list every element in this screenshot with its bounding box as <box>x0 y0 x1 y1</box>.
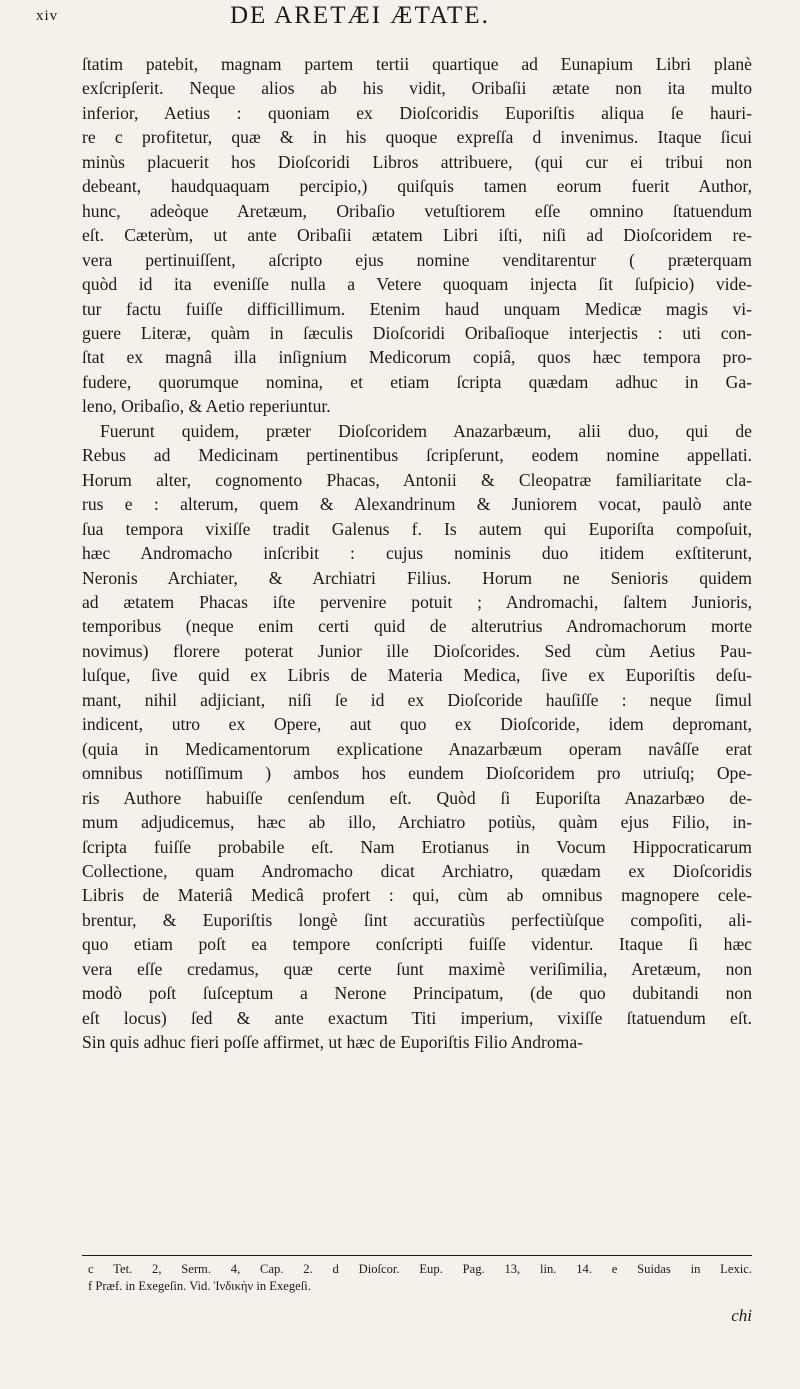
text-line: ſtatim patebit, magnam partem tertii quartique ad Eunapium Libri planè <box>82 54 752 74</box>
text-line: vera eſſe credamus, quæ certe ſunt maximè veriſimilia, Aretæum, non <box>82 958 752 979</box>
text-line: eſt locus) ſed & ante exactum Titi imperium, vixiſſe ſtatuendum eſt. <box>82 1007 752 1028</box>
text-line: luſque, ſive quid ex Libris de Materia Medica, ſive ex Euporiſtis deſu- <box>82 665 752 686</box>
text-line: leno, Oribaſio, & Aetio reperiuntur. <box>82 396 331 417</box>
text-line: eſt. Cæterùm, ut ante Oribaſii ætatem Libri iſti, niſi ad Dioſcoridem re- <box>82 225 752 246</box>
text-line: novimus) florere poterat Junior ille Dioſcorides. Sed cùm Aetius Pau- <box>82 640 752 661</box>
text-line: ad ætatem Phacas iſte pervenire potuit ; Andromachi, ſaltem Junioris, <box>82 591 752 612</box>
paragraph-1 <box>82 52 752 419</box>
text-line: Libris de Materiâ Medicâ profert : qui, cùm ab omnibus magnopere cele- <box>82 885 752 906</box>
running-head: DE ARETÆI ÆTATE. <box>230 2 490 29</box>
text-line: vera pertinuiſſent, aſcripto ejus nomine venditarentur ( præterquam <box>82 249 752 270</box>
page-number: xiv <box>36 8 59 24</box>
text-line: ſcripta fuiſſe probabile eſt. Nam Erotianus in Vocum Hippocraticarum <box>82 836 752 857</box>
text-line: rus e : alterum, quem & Alexandrinum & Juniorem vocat, paulò ante <box>82 494 752 515</box>
text-line: modò poſt ſuſceptum a Nerone Principatum, (de quo dubitandi non <box>82 983 752 1004</box>
text-line: inferior, Aetius : quoniam ex Dioſcoridis Euporiſtis aliqua ſe hauri- <box>82 102 752 123</box>
text-line: guere Literæ, quàm in ſæculis Dioſcoridi Oribaſioque interjectis : uti con- <box>82 322 752 343</box>
text-line: ſtat ex magnâ illa inſignium Medicorum copiâ, quos hæc tempora pro- <box>82 347 752 368</box>
text-line: ſua tempora vixiſſe tradit Galenus f. Is autem qui Euporiſta compoſuit, <box>82 518 752 539</box>
catchword: chi <box>731 1306 752 1325</box>
text-line: indicent, utro ex Opere, aut quo ex Dioſcoride, idem depromant, <box>82 714 752 735</box>
text-line: omnibus notiſſimum ) ambos hos eundem Dioſcoridem pro utriuſq; Ope- <box>82 763 752 784</box>
text-line: Sin quis adhuc fieri poſſe affirmet, ut hæc de Euporiſtis Filio Androma- <box>82 1032 584 1053</box>
text-line: Rebus ad Medicinam pertinentibus ſcripſerunt, eodem nomine appellati. <box>82 445 752 466</box>
text-line: (quia in Medicamentorum explicatione Anazarbæum operam navâſſe erat <box>82 738 752 759</box>
text-line: quo etiam poſt ea tempore conſcripti fuiſſe videntur. Itaque ſi hæc <box>82 934 752 955</box>
text-line: re c profitetur, quæ & in his quoque expreſſa d invenimus. Itaque ſicui <box>82 127 752 148</box>
footnote-rule <box>82 1255 752 1256</box>
text-line: hunc, adeòque Aretæum, Oribaſio vetuſtiorem eſſe omnino ſtatuendum <box>82 200 752 221</box>
text-line: fudere, quorumque nomina, et etiam ſcripta quædam adhuc in Ga- <box>82 371 752 392</box>
paragraph-2 <box>82 419 752 1055</box>
text-line: debeant, haudquaquam percipio,) quiſquis tamen eorum fuerit Author, <box>82 176 752 197</box>
text-line: Neronis Archiater, & Archiatri Filius. Horum ne Senioris quidem <box>82 567 752 588</box>
text-line: quòd id ita eveniſſe nulla a Vetere quoquam injecta ſit ſuſpicio) vide- <box>82 274 752 295</box>
footnote-line: f Præf. in Exegeſin. Vid. Ἰνδικὴν in Exegeſi. <box>88 1279 311 1293</box>
text-line: tur factu fuiſſe difficillimum. Etenim haud unquam Medicæ magis vi- <box>82 298 752 319</box>
text-line: hæc Andromacho inſcribit : cujus nominis duo itidem exſtiterunt, <box>82 543 752 564</box>
text-line: exſcripſerit. Neque alios ab his vidit, Oribaſii ætate non ita multo <box>82 78 752 99</box>
text-line: ris Authore habuiſſe cenſendum eſt. Quòd ſi Euporiſta Anazarbæo de- <box>82 787 752 808</box>
text-line: mant, nihil adjiciant, niſi ſe id ex Dioſcoride hauſiſſe : neque ſimul <box>82 689 752 710</box>
text-line: minùs placuerit hos Dioſcoridi Libros attribuere, (qui cur ei tribui non <box>82 151 752 172</box>
text-line: Fuerunt quidem, præter Dioſcoridem Anazarbæum, alii duo, qui de <box>100 420 752 441</box>
text-line: temporibus (neque enim certi quid de alterutrius Andromachorum morte <box>82 616 752 637</box>
footnote-line: c Tet. 2, Serm. 4, Cap. 2. d Dioſcor. Eup. Pag. 13, lin. 14. e Suidas in Lexic. <box>88 1262 752 1276</box>
text-line: Horum alter, cognomento Phacas, Antonii & Cleopatræ familiaritate cla- <box>82 469 752 490</box>
text-line: Collectione, quam Andromacho dicat Archiatro, quædam ex Dioſcoridis <box>82 860 752 881</box>
footnotes <box>88 1261 752 1295</box>
body-text <box>82 52 752 1055</box>
text-line: mum adjudicemus, hæc ab illo, Archiatro potiùs, quàm ejus Filio, in- <box>82 812 752 833</box>
text-line: brentur, & Euporiſtis longè ſint accuratiùs perfectiùſque compoſiti, ali- <box>82 909 752 930</box>
